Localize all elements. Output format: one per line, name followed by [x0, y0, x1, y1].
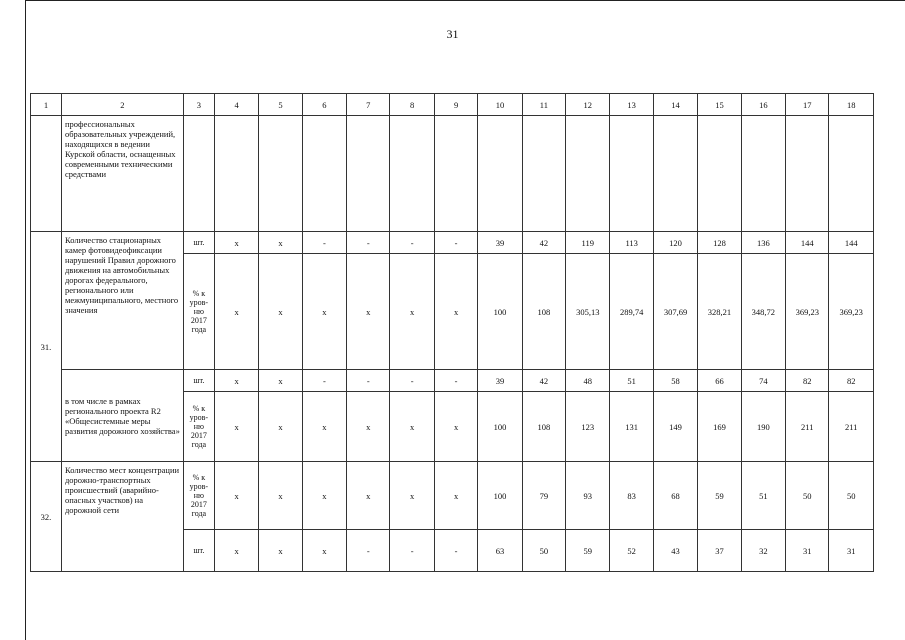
- table-row: [31, 370, 874, 392]
- header-cell: 6: [302, 94, 346, 116]
- header-cell: 18: [829, 94, 874, 116]
- value-cell: х: [214, 232, 258, 254]
- header-cell: 13: [610, 94, 653, 116]
- value-cell: 144: [786, 232, 829, 254]
- value-cell: 369,23: [786, 254, 829, 370]
- unit-cell: % к уров-ню 2017 года: [183, 462, 214, 530]
- value-cell: х: [390, 392, 434, 462]
- value-cell: х: [259, 254, 302, 370]
- value-cell: 51: [741, 462, 785, 530]
- value-cell: х: [347, 254, 390, 370]
- value-cell: 113: [610, 232, 653, 254]
- value-cell: х: [390, 462, 434, 530]
- header-cell: 17: [786, 94, 829, 116]
- indicator-31-sub-text: в том числе в рамках регионального проекта R2 «Общесистемные меры развития дорожного хозяйства»: [61, 370, 183, 462]
- value-cell: -: [390, 232, 434, 254]
- value-cell: х: [259, 370, 302, 392]
- value-cell: 51: [610, 370, 653, 392]
- value-cell: х: [259, 530, 302, 572]
- empty-cell: [566, 116, 610, 232]
- unit-cell: шт.: [183, 530, 214, 572]
- header-cell: 11: [522, 94, 565, 116]
- empty-cell: [259, 116, 302, 232]
- value-cell: 39: [478, 370, 522, 392]
- value-cell: 79: [522, 462, 565, 530]
- value-cell: 68: [653, 462, 697, 530]
- value-cell: 39: [478, 232, 522, 254]
- value-cell: 50: [522, 530, 565, 572]
- unit-cell: % к уров-ню 2017 года: [183, 254, 214, 370]
- row-number-cell: [31, 116, 62, 232]
- value-cell: 169: [698, 392, 741, 462]
- empty-cell: [302, 116, 346, 232]
- value-cell: 136: [741, 232, 785, 254]
- value-cell: х: [347, 462, 390, 530]
- value-cell: х: [434, 462, 477, 530]
- value-cell: 149: [653, 392, 697, 462]
- value-cell: 348,72: [741, 254, 785, 370]
- empty-cell: [829, 116, 874, 232]
- header-row: [31, 94, 874, 116]
- header-cell: 9: [434, 94, 477, 116]
- header-cell: 8: [390, 94, 434, 116]
- header-cell: 12: [566, 94, 610, 116]
- value-cell: х: [214, 462, 258, 530]
- value-cell: 82: [829, 370, 874, 392]
- row-number-32: 32.: [31, 462, 62, 572]
- indicator-31-text: Количество стационарных камер фотовидеофиксации нарушений Правил дорожного движения на автомобильных дорогах федерального, регионального или межмуниципального, местного значения: [61, 232, 183, 370]
- value-cell: 211: [786, 392, 829, 462]
- value-cell: х: [434, 254, 477, 370]
- empty-cell: [183, 116, 214, 232]
- page-border-top: [25, 0, 905, 1]
- table-row: [31, 232, 874, 254]
- value-cell: 108: [522, 392, 565, 462]
- value-cell: 100: [478, 254, 522, 370]
- row-number-31: 31.: [31, 232, 62, 462]
- header-cell: 16: [741, 94, 785, 116]
- value-cell: 369,23: [829, 254, 874, 370]
- value-cell: -: [302, 370, 346, 392]
- value-cell: 42: [522, 232, 565, 254]
- header-cell: 2: [61, 94, 183, 116]
- value-cell: х: [347, 392, 390, 462]
- value-cell: 74: [741, 370, 785, 392]
- value-cell: 82: [786, 370, 829, 392]
- value-cell: 58: [653, 370, 697, 392]
- value-cell: 31: [786, 530, 829, 572]
- indicators-table: [30, 93, 874, 572]
- value-cell: 144: [829, 232, 874, 254]
- empty-cell: [347, 116, 390, 232]
- value-cell: 128: [698, 232, 741, 254]
- header-cell: 15: [698, 94, 741, 116]
- unit-cell: шт.: [183, 232, 214, 254]
- value-cell: х: [214, 530, 258, 572]
- value-cell: 93: [566, 462, 610, 530]
- empty-cell: [698, 116, 741, 232]
- value-cell: 289,74: [610, 254, 653, 370]
- empty-cell: [214, 116, 258, 232]
- value-cell: 83: [610, 462, 653, 530]
- value-cell: 42: [522, 370, 565, 392]
- value-cell: х: [259, 392, 302, 462]
- value-cell: 100: [478, 462, 522, 530]
- value-cell: 120: [653, 232, 697, 254]
- value-cell: 131: [610, 392, 653, 462]
- value-cell: х: [302, 462, 346, 530]
- value-cell: 190: [741, 392, 785, 462]
- value-cell: 66: [698, 370, 741, 392]
- value-cell: 119: [566, 232, 610, 254]
- empty-cell: [522, 116, 565, 232]
- value-cell: 59: [566, 530, 610, 572]
- value-cell: 32: [741, 530, 785, 572]
- continuation-indicator-text: профессиональных образовательных учреждений, находящихся в ведении Курской области, оснащенных современными техническими средствами: [61, 116, 183, 232]
- value-cell: -: [347, 232, 390, 254]
- empty-cell: [741, 116, 785, 232]
- value-cell: 52: [610, 530, 653, 572]
- value-cell: -: [390, 370, 434, 392]
- value-cell: 48: [566, 370, 610, 392]
- value-cell: -: [434, 530, 477, 572]
- value-cell: 50: [829, 462, 874, 530]
- empty-cell: [390, 116, 434, 232]
- value-cell: 123: [566, 392, 610, 462]
- value-cell: -: [434, 232, 477, 254]
- value-cell: 63: [478, 530, 522, 572]
- value-cell: 43: [653, 530, 697, 572]
- value-cell: 59: [698, 462, 741, 530]
- value-cell: 31: [829, 530, 874, 572]
- header-cell: 7: [347, 94, 390, 116]
- value-cell: 307,69: [653, 254, 697, 370]
- value-cell: х: [434, 392, 477, 462]
- value-cell: -: [347, 370, 390, 392]
- value-cell: 37: [698, 530, 741, 572]
- value-cell: 50: [786, 462, 829, 530]
- empty-cell: [610, 116, 653, 232]
- value-cell: 100: [478, 392, 522, 462]
- value-cell: 211: [829, 392, 874, 462]
- value-cell: х: [259, 232, 302, 254]
- unit-cell: % к уров-ню 2017 года: [183, 392, 214, 462]
- value-cell: х: [214, 254, 258, 370]
- value-cell: 305,13: [566, 254, 610, 370]
- value-cell: -: [390, 530, 434, 572]
- value-cell: -: [434, 370, 477, 392]
- empty-cell: [434, 116, 477, 232]
- value-cell: х: [302, 392, 346, 462]
- value-cell: х: [259, 462, 302, 530]
- value-cell: -: [347, 530, 390, 572]
- page-number: 31: [446, 27, 459, 41]
- header-cell: 4: [214, 94, 258, 116]
- unit-cell: шт.: [183, 370, 214, 392]
- value-cell: х: [390, 254, 434, 370]
- header-cell: 14: [653, 94, 697, 116]
- value-cell: х: [214, 370, 258, 392]
- empty-cell: [786, 116, 829, 232]
- page-border-left: [25, 0, 26, 640]
- value-cell: 108: [522, 254, 565, 370]
- empty-cell: [478, 116, 522, 232]
- value-cell: -: [302, 232, 346, 254]
- indicator-32-text: Количество мест концентрации дорожно-транспортных происшествий (аварийно- опасных участков) на дорожной сети: [61, 462, 183, 572]
- header-cell: 1: [31, 94, 62, 116]
- header-cell: 10: [478, 94, 522, 116]
- header-cell: 3: [183, 94, 214, 116]
- value-cell: 328,21: [698, 254, 741, 370]
- table-row: [31, 462, 874, 530]
- continuation-row: [31, 116, 874, 232]
- header-cell: 5: [259, 94, 302, 116]
- value-cell: х: [214, 392, 258, 462]
- value-cell: х: [302, 254, 346, 370]
- empty-cell: [653, 116, 697, 232]
- value-cell: х: [302, 530, 346, 572]
